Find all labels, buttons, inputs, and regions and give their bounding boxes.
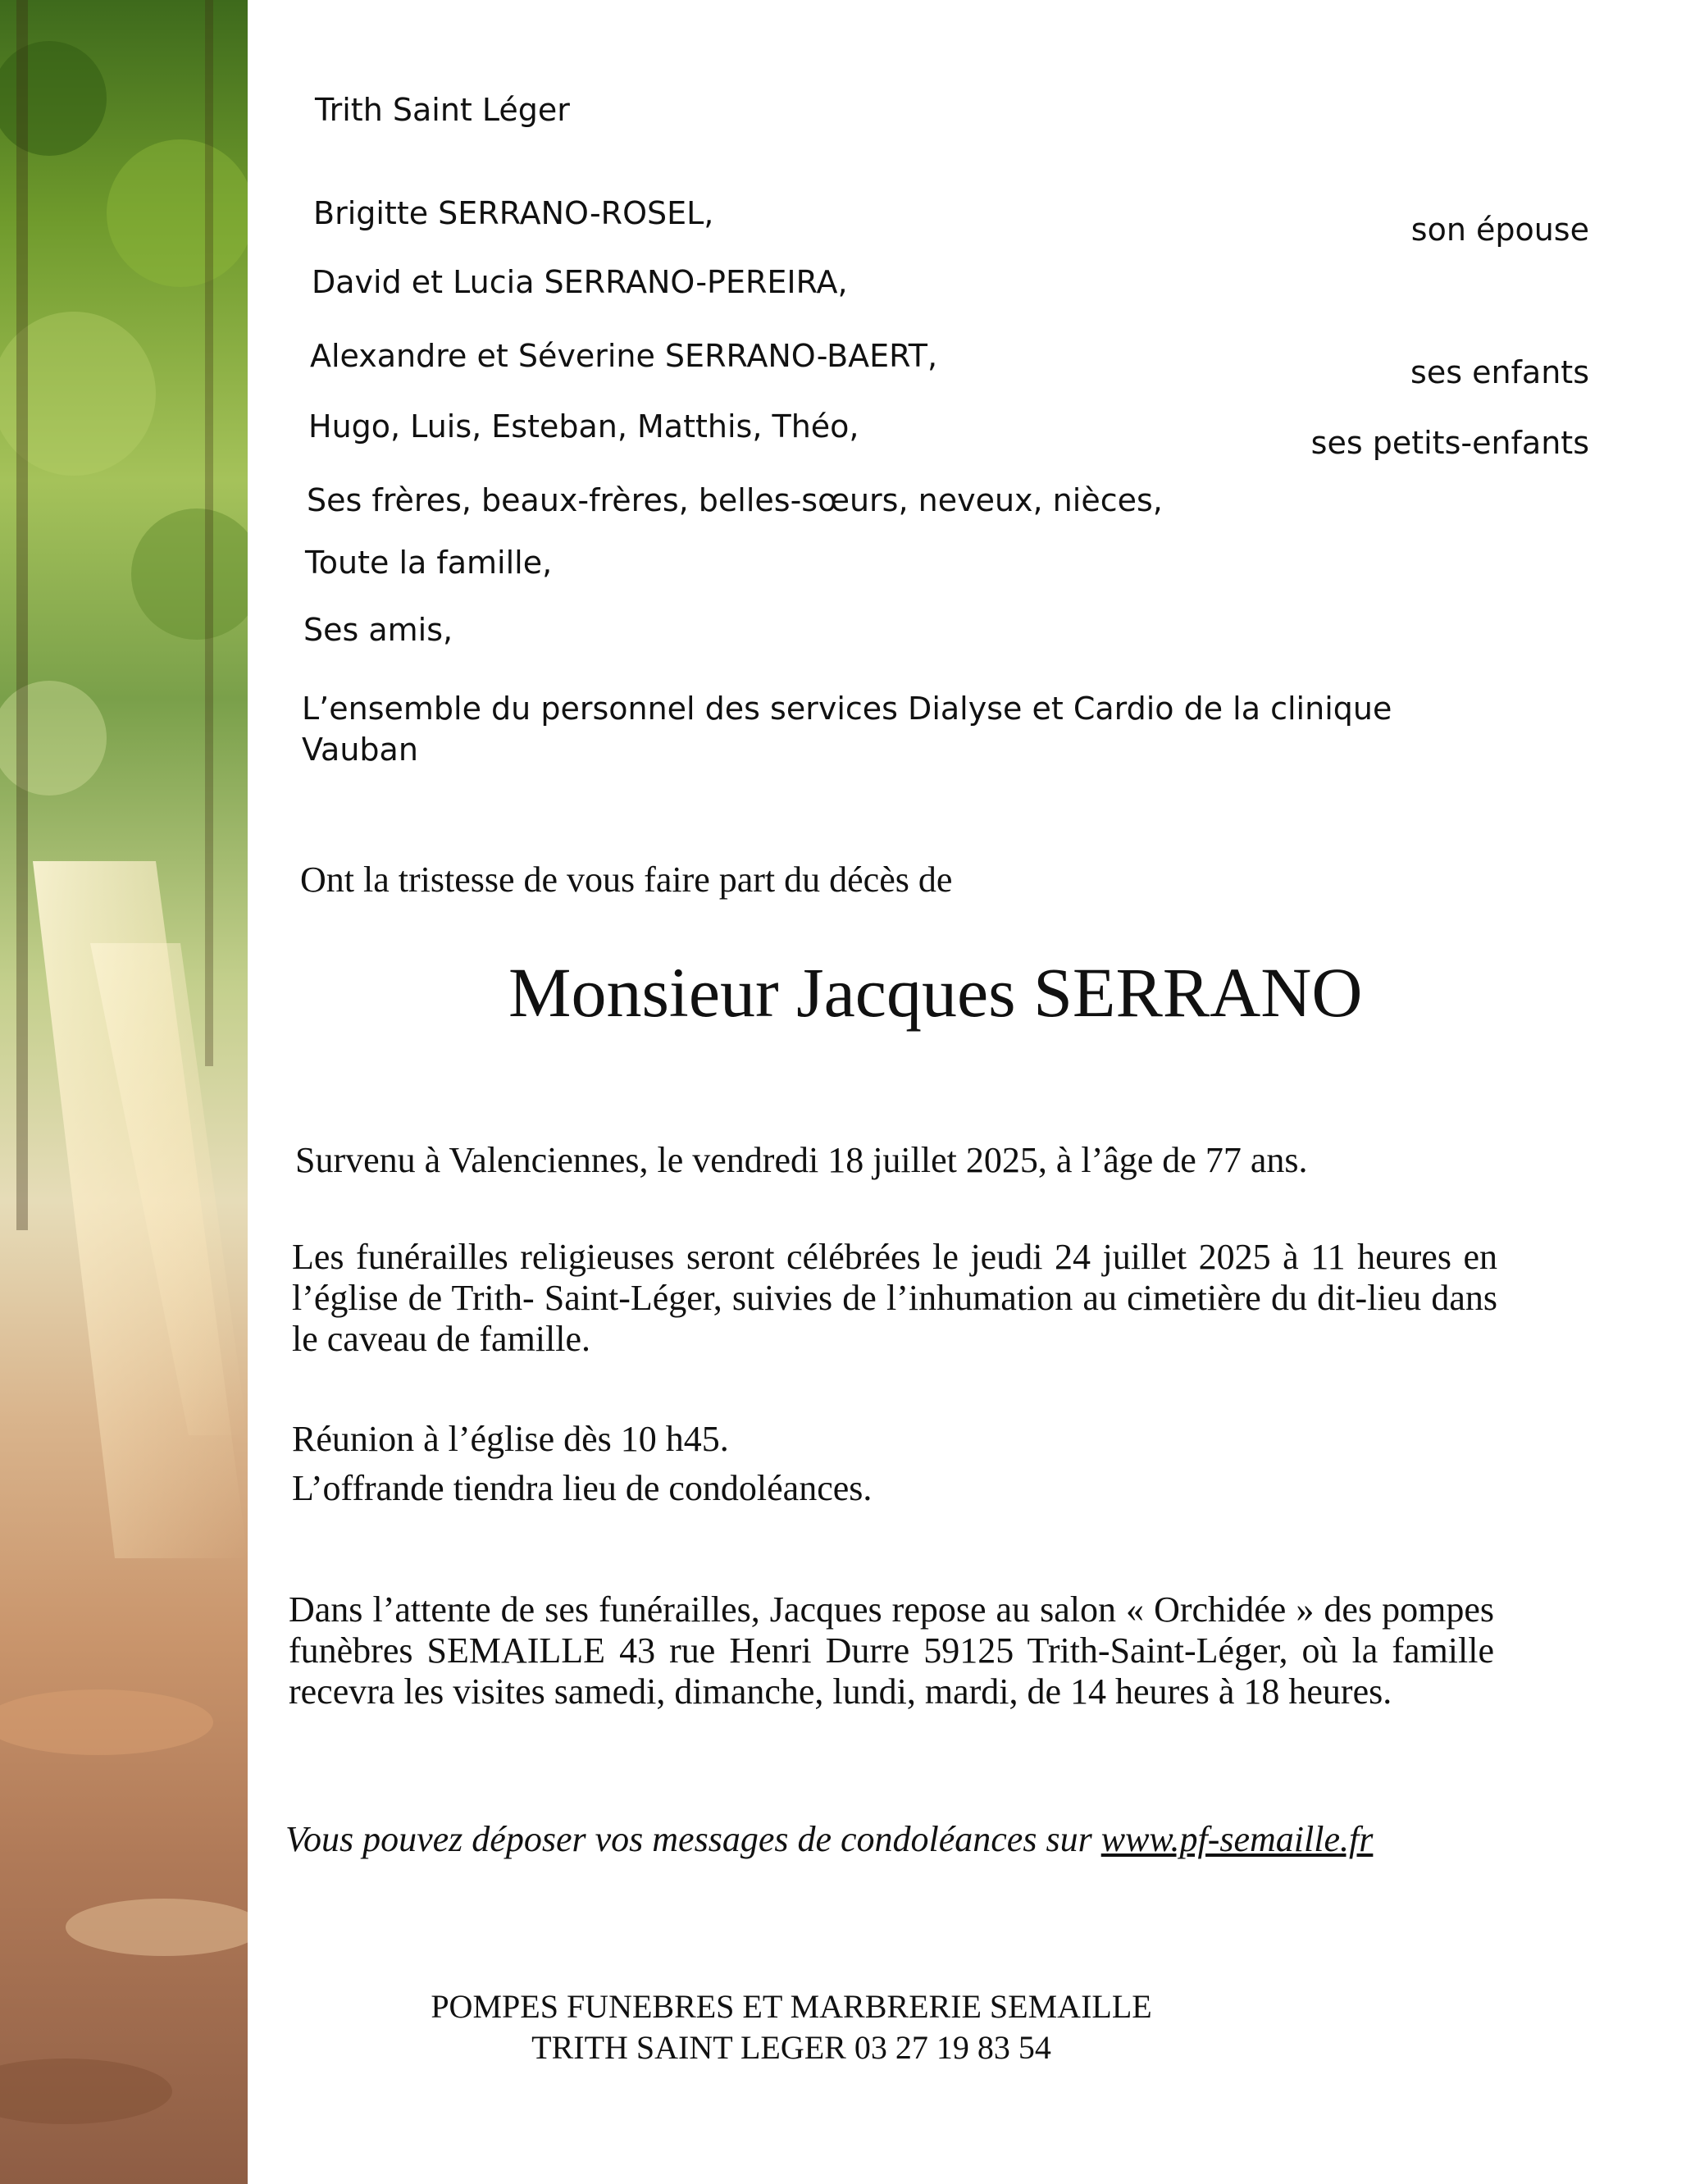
- condolences-note: [285, 1819, 1491, 1860]
- family-member-name: Hugo, Luis, Esteban, Matthis, Théo,: [308, 408, 859, 445]
- viewing-paragraph: Dans l’attente de ses funérailles, Jacques repose au salon « Orchidée » des pompes funèbres SEMAILLE 43 rue Henri Durre 59125 Trith-Saint-Léger, où la famille recevra les visites samedi, dimanche, lundi, mardi, de 14 heures à 18 heures.: [289, 1589, 1494, 1712]
- funeral-paragraph: Les funérailles religieuses seront célébrées le jeudi 24 juillet 2025 à 11 heures en l’église de Trith- Saint-Léger, suivies de l’inhumation au cimetière du dit-lieu dans le caveau de famille.: [292, 1237, 1497, 1359]
- family-relation: ses enfants: [1410, 354, 1589, 390]
- family-member-name: Ses amis,: [303, 612, 453, 648]
- family-relation: ses petits-enfants: [1310, 425, 1589, 461]
- death-info: Survenu à Valenciennes, le vendredi 18 juillet 2025, à l’âge de 77 ans.: [295, 1140, 1308, 1180]
- staff-line: Vauban: [302, 732, 418, 768]
- footer-company: POMPES FUNEBRES ET MARBRERIE SEMAILLE: [431, 1988, 1152, 2025]
- staff-line: L’ensemble du personnel des services Dialyse et Cardio de la clinique: [302, 691, 1392, 727]
- deceased-name: Monsieur Jacques SERRANO: [508, 953, 1363, 1032]
- family-member-name: David et Lucia SERRANO-PEREIRA,: [312, 264, 848, 300]
- family-relation: son épouse: [1410, 212, 1589, 248]
- footer-phone: TRITH SAINT LEGER 03 27 19 83 54: [531, 2029, 1051, 2066]
- condolences-text: Vous pouvez déposer vos messages de condoléances sur: [285, 1819, 1092, 1859]
- offering-line: L’offrande tiendra lieu de condoléances.: [292, 1468, 873, 1508]
- family-member-name: Toute la famille,: [305, 545, 553, 581]
- family-member-name: Alexandre et Séverine SERRANO-BAERT,: [310, 338, 938, 374]
- town-heading: Trith Saint Léger: [315, 92, 570, 128]
- announcement: Ont la tristesse de vous faire part du décès de: [300, 859, 953, 900]
- meeting-line: Réunion à l’église dès 10 h45.: [292, 1419, 729, 1459]
- condolences-link[interactable]: www.pf-semaille.fr: [1100, 1819, 1374, 1859]
- family-member-name: Ses frères, beaux-frères, belles-sœurs, neveux, nièces,: [307, 482, 1163, 518]
- family-member-name: Brigitte SERRANO-ROSEL,: [313, 195, 714, 231]
